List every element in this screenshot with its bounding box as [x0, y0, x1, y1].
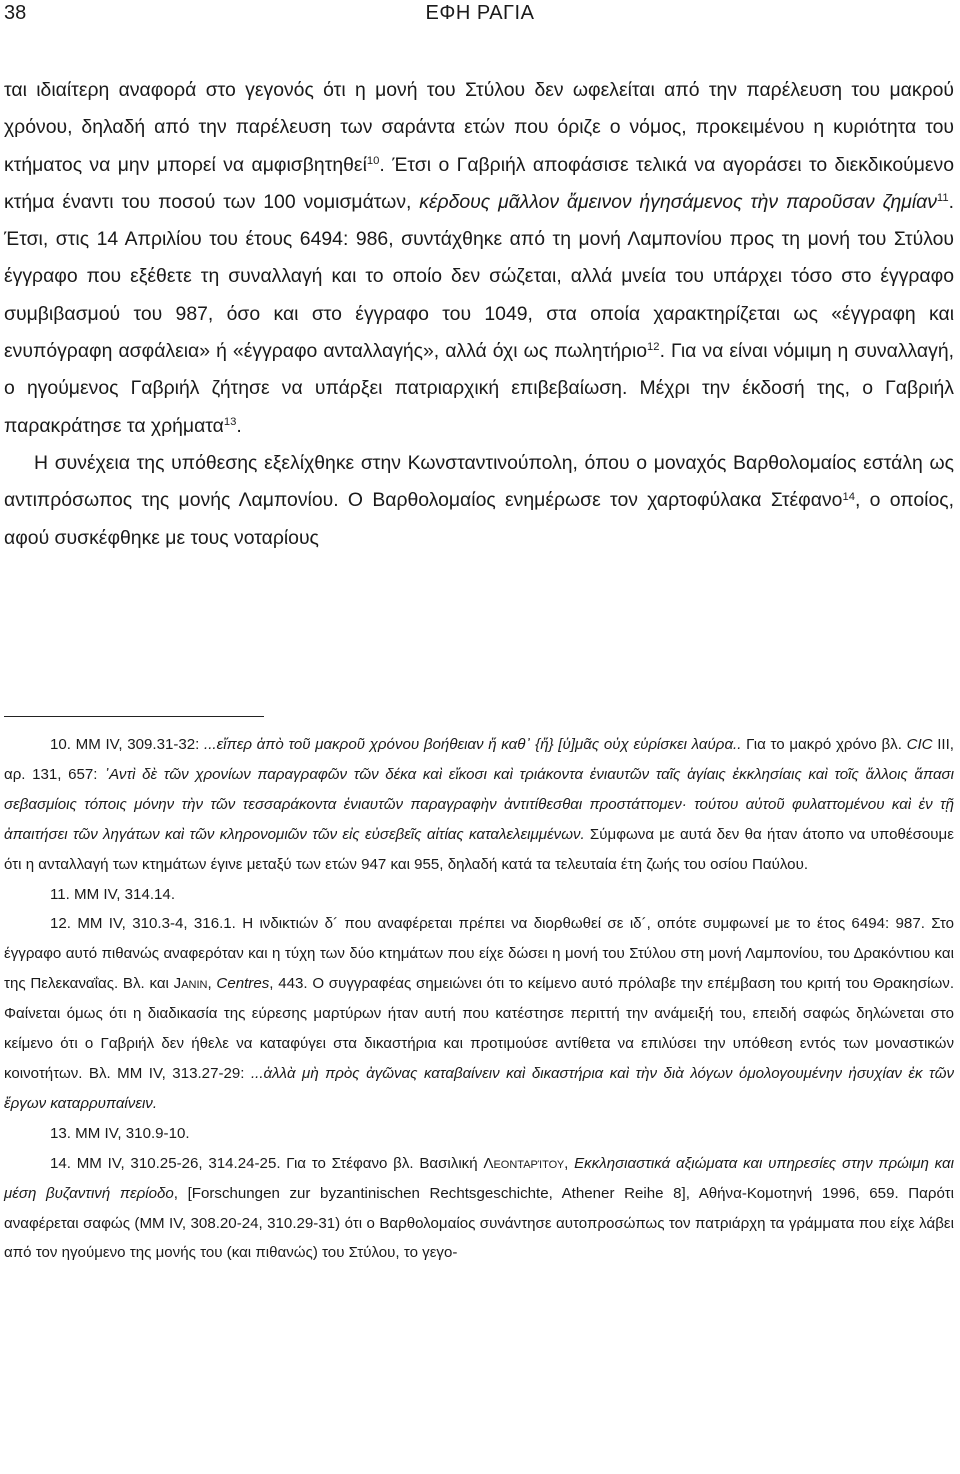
running-head: ΕΦΗ ΡΑΓΙΑ — [425, 2, 535, 24]
footnote-14: 14. MM IV, 310.25-26, 314.24-25. Για το Στέφανο βλ. Βασιλική Λεονταρίτου, Εκκλησιαστικά αξιώματα και υπηρεσίες στην πρώιμη και μέση βυζαντινή περίοδο, [Forschungen zur byzantinischen Rechtsgeschichte, Athener Reihe 8], Αθήνα-Κομοτηνή 1996, 659. Παρότι αναφέρεται σαφώς (MM IV, 308.20-24, 310.29-31) ότι ο Βαρθολομαίος συνάντησε αυτοπροσώπως τον πατριάρχη τα γράμματα που είχε λάβει από τον ηγούμενο της μονής του (και πιθανώς) του Στύλου, το γεγο- — [4, 1154, 954, 1262]
paragraph-1: ται ιδιαίτερη αναφορά στο γεγονός ότι η μονή του Στύλου δεν ωφελείται από την παρέλευση του μακρού χρόνου, δηλαδή από την παρέλευση των σαράντα ετών που όριζε ο νόμος, προκειμένου η κυριότητα του κτήματος να μην μπορεί να αμφισβητηθεί$^{10}$. Έτσι ο Γαβριήλ αποφάσισε τελικά να αγοράσει το διεκδικούμενο κτήμα έναντι του ποσού των 100 νομισμάτων, κέρδους μᾶλλον ἄμεινον ἡγησάμενος τὴν παροῦσαν ζημίαν$^{11}$. Έτσι, στις 14 Απριλίου του έτους 6494: 986, συντάχθηκε από τη μονή Λαμπονίου προς τη μονή του Στύλου έγγραφο που εξέθετε τη συναλλαγή και το οποίο δεν σώζεται, αλλά μνεία του υπάρχει τόσο στο έγγραφο συμβιβασμού του 987, όσο και στο έγγραφο του 1049, στα οποία χαρακτηρίζεται ως «έγγραφη και ενυπόγραφη ασφάλεια» ή «έγγραφο ανταλλαγής», αλλά όχι ως πωλητήριο$^{12}$. Για να είναι νόμιμη η συναλλαγή, ο ηγούμενος Γαβριήλ ζήτησε να υπάρξει πατριαρχική επιβεβαίωση. Μέχρι την έκδοσή της, ο Γαβριήλ παρακράτησε τα χρήματα$^{13}$. — [4, 79, 955, 437]
footnote-11: 11. MM IV, 314.14. — [50, 885, 176, 903]
footnote-12: 12. MM IV, 310.3-4, 316.1. Η ινδικτιών δ´ που αναφέρεται πρέπει να διορθωθεί σε ιδ´, οπότε συμφωνεί με το έτος 6494: 987. Στο έγγραφο αυτό πιθανώς αναφερόταν και η τύχη των δύο κτημάτων που είχε δώσει η μονή του Στύλου στη μονή Λαμπονίου, του Δρακόντιου και της Πελεκαναΐας. Βλ. και Janin, Centres, 443. Ο συγγραφέας σημειώνει ότι το κείμενο αυτό πρόλαβε την επέμβαση του κριτή του Θρακησίων. Φαίνεται όμως ότι η διαδικασία της εύρεσης μαρτύρων ήταν αυτή που κατέστησε περιττή την ανάμειξή του, επειδή σαφώς δηλώνεται στο κείμενο ότι ο Γαβριήλ δεν ήθελε να καταφύγει στα δικαστήρια και προτιμούσε αντίθετα να επιλύσει την υπόθεση εντός των μοναστικών κοινοτήτων. Βλ. MM IV, 313.27-29: ...ἀλλὰ μὴ πρὸς ἀγῶνας καταβαίνειν καὶ δικαστήρια καὶ τὴν διὰ λόγων ὁμολογουμένην ἠσυχίαν ἐκ τῶν ἔργων καταρρυπαίνειν. — [4, 915, 955, 1112]
footnote-ref-12[interactable]: 12 — [647, 341, 660, 354]
footnotes — [4, 730, 954, 1268]
footnote-ref-13[interactable]: 13 — [223, 415, 237, 428]
footnote-ref-10[interactable]: 10 — [366, 154, 380, 167]
footnote-ref-11[interactable]: 11 — [936, 192, 949, 205]
footnote-ref-14[interactable]: 14 — [842, 490, 855, 503]
footnote-13: 13. MM IV, 310.9-10. — [50, 1124, 190, 1142]
footnote-10: 10. MM IV, 309.31-32: ...εἴπερ ἀπὸ τοῦ μακροῦ χρόνου βοήθειαν ἤ καθ᾽ {ἤ} [ὑ]μᾶς οὐχ εὑρίσκει λαύρα.. Για το μακρό χρόνο βλ. CIC III, αρ. 131, 657: ᾽Αντὶ δὲ τῶν χρονίων παραγραφῶν τῶν δέκα καὶ εἴκοσι καὶ τριάκοντα ἐνιαυτῶν ταῖς ἁγίαις ἐκκλησίαις καὶ τοῖς ἄλλοις ἅπασι σεβασμίοις τόποις μόνην τὴν τῶν τεσσαράκοντα ἐνιαυτῶν παραγραφὴν ἀντιτίθεσθαι προστάττομεν· τούτου αὐτοῦ φυλαττομένου καὶ ἐν τῇ ἀπαιτήσει τῶν ληγάτων καὶ τῶν κληρονομιῶν τῶν εἰς εὐσεβεῖς αἰτίας καταλελειμμένων. Σύμφωνα με αυτά δεν θα ήταν άτοπο να υποθέσουμε ότι η ανταλλαγή των κτημάτων έγινε μεταξύ των ετών 947 και 955, δηλαδή κατά τα τελευταία έτη ζωής του οσίου Παύλου. — [4, 736, 955, 873]
main-text — [4, 72, 954, 557]
page-number: 38 — [4, 2, 27, 24]
paragraph-2: Η συνέχεια της υπόθεσης εξελίχθηκε στην Κωνσταντινούπολη, όπου ο μοναχός Βαρθολομαίος εστάλη ως αντιπρόσωπος της μονής Λαμπονίου. Ο Βαρθολομαίος ενημέρωσε τον χαρτοφύλακα Στέφανο$^{14}$, ο οποίος, αφού συσκέφθηκε με τους νοταρίους — [4, 451, 955, 549]
greek-quote: κέρδους μᾶλλον ἄμεινον ἡγησάμενος τὴν παροῦσαν ζημίαν — [419, 190, 937, 213]
footnote-separator — [4, 716, 264, 717]
page-header — [0, 0, 960, 28]
